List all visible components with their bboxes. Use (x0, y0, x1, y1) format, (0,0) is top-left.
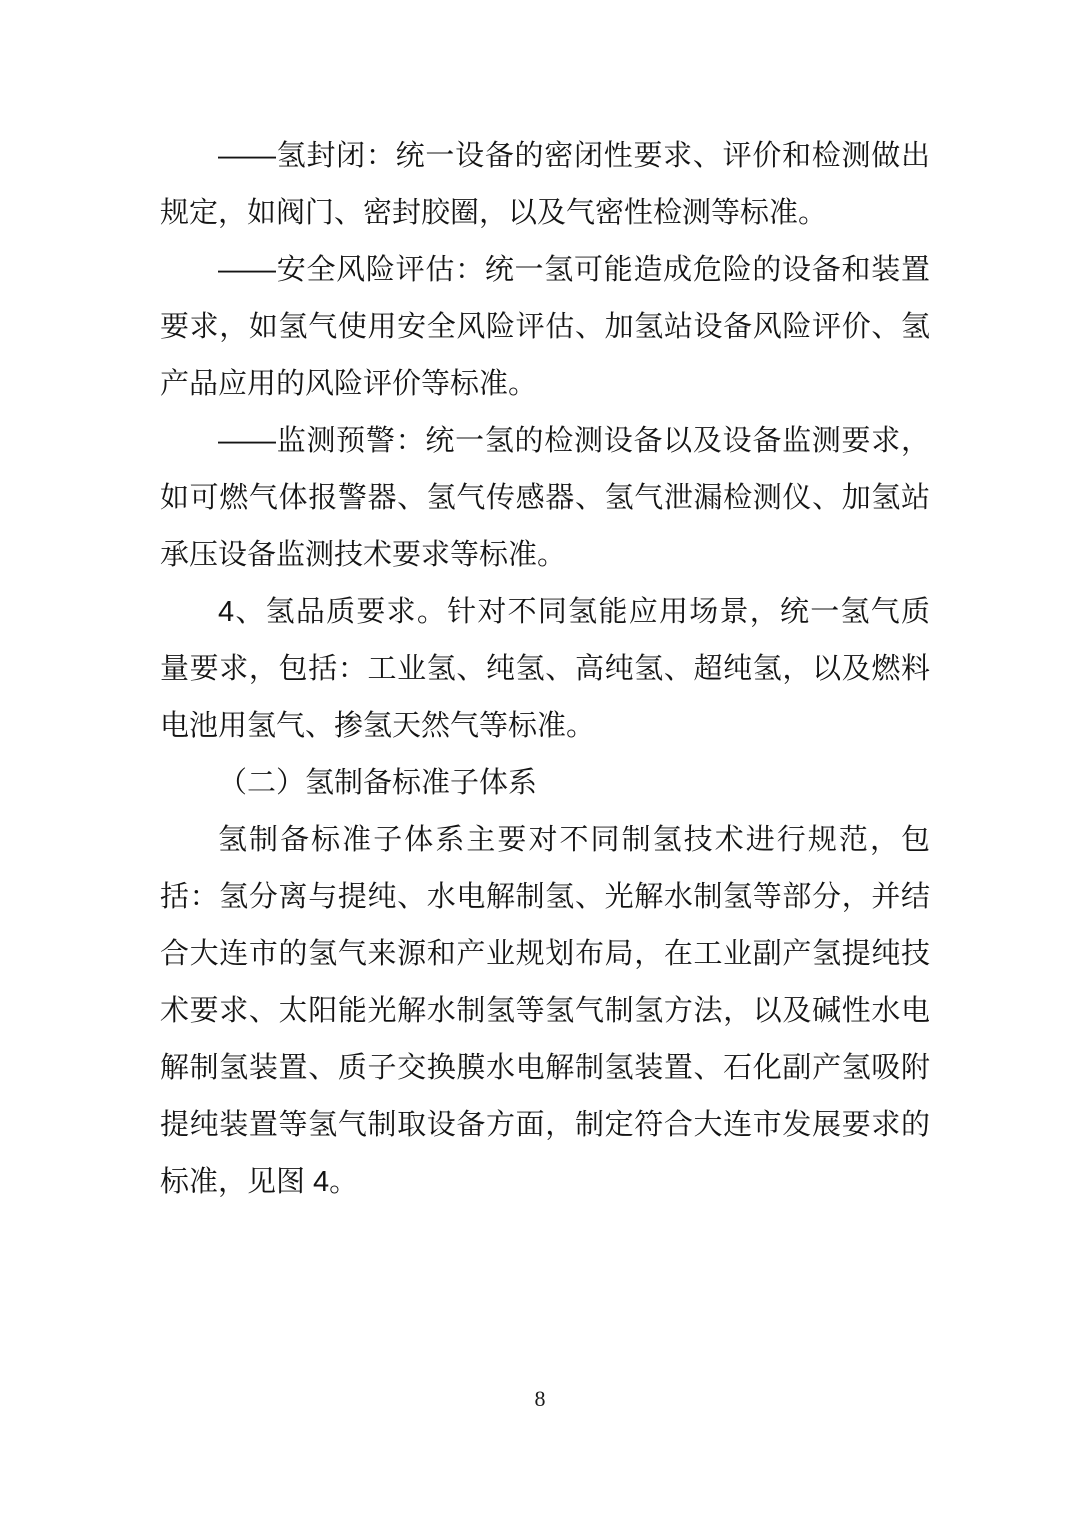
text-line: 括：氢分离与提纯、水电解制氢、光解水制氢等部分，并结 (160, 881, 930, 913)
text-line: 量要求，包括：工业氢、纯氢、高纯氢、超纯氢，以及燃料 (160, 653, 930, 685)
paragraph (160, 128, 930, 242)
text-line: （二）氢制备标准子体系 (218, 767, 538, 799)
text-line: 解制氢装置、质子交换膜水电解制氢装置、石化副产氢吸附 (160, 1052, 930, 1084)
text-line: 要求，如氢气使用安全风险评估、加氢站设备风险评价、氢 (160, 311, 930, 343)
page-footer (0, 1384, 1080, 1414)
text-line: ——安全风险评估：统一氢可能造成危险的设备和装置 (218, 254, 930, 286)
text-line: 术要求、太阳能光解水制氢等氢气制氢方法，以及碱性水电 (160, 995, 930, 1027)
paragraph (160, 584, 930, 755)
text-line: ——氢封闭：统一设备的密闭性要求、评价和检测做出 (218, 140, 930, 172)
text-line: 如可燃气体报警器、氢气传感器、氢气泄漏检测仪、加氢站 (160, 482, 930, 514)
page-number: 8 (534, 1386, 546, 1411)
paragraph (160, 812, 930, 1211)
text-line: 氢制备标准子体系主要对不同制氢技术进行规范，包 (218, 824, 930, 856)
text-line: 电池用氢气、掺氢天然气等标准。 (160, 710, 596, 742)
text-line: ——监测预警：统一氢的检测设备以及设备监测要求， (218, 425, 930, 457)
paragraph (160, 242, 930, 413)
text-line: 规定，如阀门、密封胶圈，以及气密性检测等标准。 (160, 197, 828, 229)
text-line: 合大连市的氢气来源和产业规划布局，在工业副产氢提纯技 (160, 938, 930, 970)
paragraph (160, 413, 930, 584)
text-line: 产品应用的风险评价等标准。 (160, 368, 538, 400)
text-line: 标准，见图 4。 (160, 1166, 359, 1198)
text-line: 提纯装置等氢气制取设备方面，制定符合大连市发展要求的 (160, 1109, 930, 1141)
text-line: 4、氢品质要求。针对不同氢能应用场景，统一氢气质 (218, 596, 930, 628)
document-body (160, 128, 930, 1211)
paragraph (160, 755, 930, 812)
text-line: 承压设备监测技术要求等标准。 (160, 539, 567, 571)
